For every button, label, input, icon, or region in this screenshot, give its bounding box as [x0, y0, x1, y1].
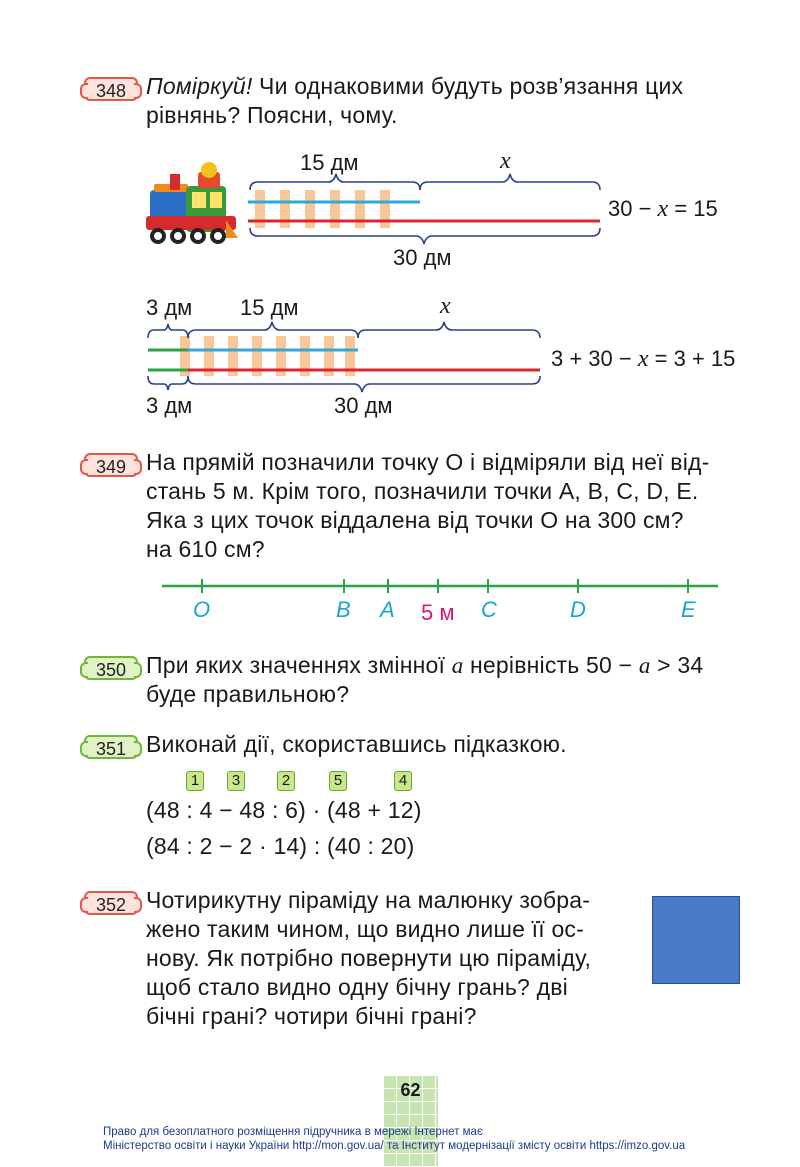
footer-line1: Право для безоплатного розміщення підручника в мережі Інтернет має: [103, 1126, 483, 1138]
d2-brace-30-bottom: [188, 376, 540, 392]
hint-3: 3: [227, 771, 245, 791]
point-D: D: [570, 597, 586, 622]
task-349-line4: на 610 см?: [146, 536, 265, 562]
number-line: [160, 576, 730, 596]
d2-brace-x: [358, 322, 540, 338]
d2-label-3dm-top: 3 дм: [146, 295, 193, 320]
task-351-expr1: (48 : 4 − 48 : 6) · (48 + 12): [146, 797, 422, 823]
task-351-line1: Виконай дії, скориставшись підказкою.: [146, 731, 567, 757]
d2-brace-15: [188, 322, 358, 338]
d2-equation: [551, 346, 735, 373]
d1-brace-30: [250, 228, 600, 244]
hint-2: 2: [277, 771, 295, 791]
task-348-lead: Поміркуй!: [146, 73, 253, 99]
task-352-line4: щоб стало видно одну бічну грань? дві: [146, 974, 568, 1000]
d2-eq-x: x: [637, 346, 649, 372]
d1-eq-a: 30 −: [608, 196, 658, 221]
d1-brace-x: [420, 174, 600, 190]
d2-eq-b: = 3 + 15: [648, 346, 736, 371]
task-350-line2: буде правильною?: [146, 681, 350, 707]
point-O: O: [193, 597, 211, 622]
task-349-line3: Яка з цих точок віддалена від точки O на 300 см?: [146, 507, 684, 533]
d2-label-30dm: 30 дм: [334, 393, 393, 418]
d2-label-x: x: [440, 293, 451, 319]
task-350-line1: [146, 651, 740, 680]
task-349-line1: На прямій позначили точку O і відміряли від неї від-: [146, 449, 710, 475]
d1-label-x: x: [500, 148, 511, 174]
d2-label-3dm-bottom: 3 дм: [146, 393, 193, 418]
d2-eq-a: 3 + 30 −: [551, 346, 638, 371]
task-351-expr2: (84 : 2 − 2 · 14) : (40 : 20): [146, 833, 415, 859]
d1-label-15dm: 15 дм: [300, 150, 359, 175]
pyramid-base-square: [652, 896, 740, 984]
train-diagram: [140, 160, 610, 260]
task-350-var: a: [451, 653, 464, 678]
page-number: 62: [400, 1080, 421, 1100]
point-C: C: [481, 597, 497, 622]
hint-1: 1: [186, 771, 204, 791]
task-350-number: 350: [84, 656, 138, 680]
d1-equation: [608, 196, 718, 223]
task-350-var2: a: [638, 653, 651, 678]
point-A: A: [380, 597, 395, 622]
task-350-line1c: > 34: [650, 652, 704, 678]
task-352-line5: бічні грані? чотири бічні грані?: [146, 1003, 477, 1029]
d2-brace-3-bottom: [148, 376, 188, 390]
task-348-text: [146, 72, 740, 101]
point-E: E: [681, 597, 696, 622]
task-349-number: 349: [84, 453, 138, 477]
d1-eq-b: = 15: [668, 196, 718, 221]
d2-brace-3: [148, 324, 188, 338]
d1-brace-15: [250, 174, 420, 190]
task-352-line1: Чотирикутну піраміду на малюнку зобра-: [146, 887, 591, 913]
task-352-line2: жено таким чином, що видно лише її ос-: [146, 916, 584, 942]
task-351-number: 351: [84, 735, 138, 759]
d2-label-15dm: 15 дм: [240, 295, 299, 320]
task-350-line1b: нерівність 50 −: [463, 652, 639, 678]
task-348-number: 348: [84, 77, 138, 101]
point-B: B: [336, 597, 351, 622]
hint-4: 4: [394, 771, 412, 791]
task-348-line1: Чи однаковими будуть розв’язання цих: [252, 73, 684, 99]
task-349-line2: стань 5 м. Крім того, позначили точки A, B, C, D, E.: [146, 478, 699, 504]
d1-label-30dm: 30 дм: [393, 245, 452, 270]
train-icon: [146, 162, 238, 244]
d1-eq-x: x: [657, 196, 669, 222]
task-352-line3: нову. Як потрібно повернути цю піраміду,: [146, 945, 592, 971]
footer-line2: Міністерство освіти і науки України http://mon.gov.ua/ та Інститут модернізації змісту освіти https://imzo.gov.ua: [103, 1140, 686, 1152]
segment-5m: 5 м: [421, 600, 455, 625]
rail-diagram: [140, 318, 550, 398]
hint-5: 5: [329, 771, 347, 791]
task-352-number: 352: [84, 891, 138, 915]
task-348-line2: рівнянь? Поясни, чому.: [146, 102, 398, 128]
task-350-line1a: При яких значеннях змінної: [146, 652, 452, 678]
